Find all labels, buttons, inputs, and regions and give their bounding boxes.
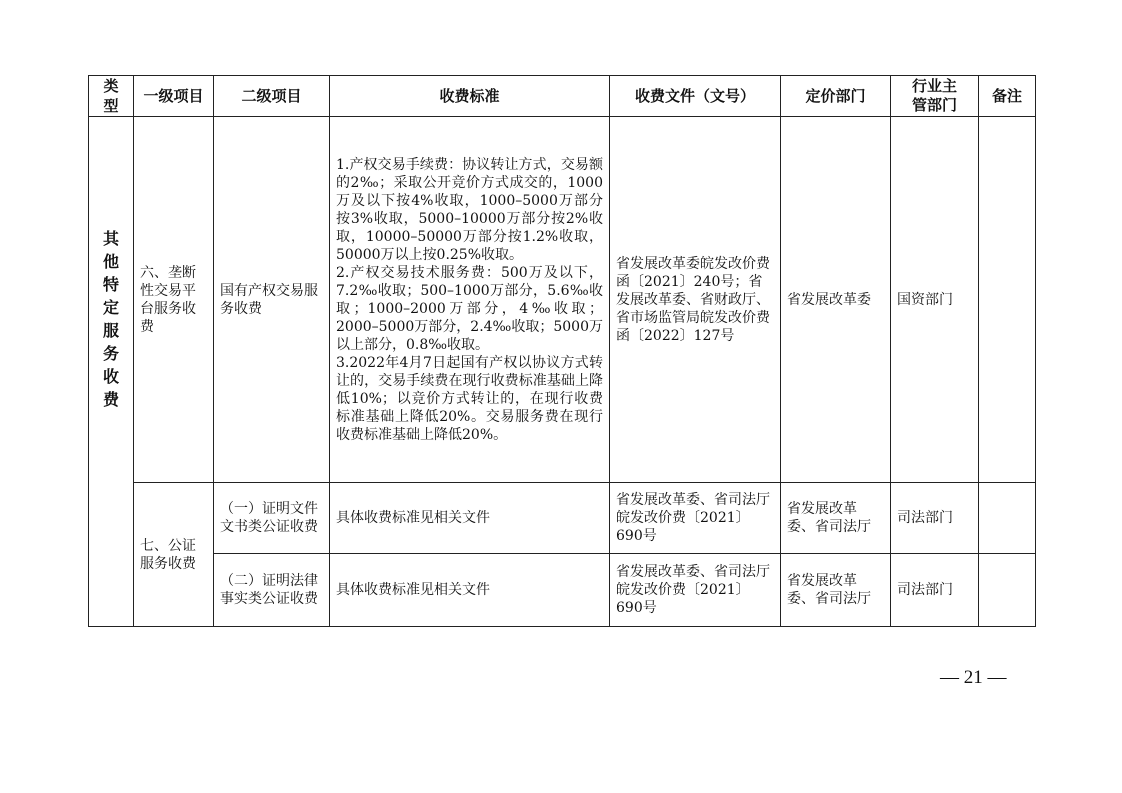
table-row bbox=[89, 117, 1036, 483]
pricing-dept-cell: 省发展改革委、省司法厅 bbox=[781, 554, 891, 627]
pricing-dept-cell: 省发展改革委、省司法厅 bbox=[781, 483, 891, 554]
standard-cell: 具体收费标准见相关文件 bbox=[330, 554, 610, 627]
header-document: 收费文件（文号） bbox=[610, 76, 781, 117]
type-cell bbox=[89, 117, 134, 627]
header-row bbox=[89, 76, 1036, 117]
header-remark: 备注 bbox=[979, 76, 1036, 117]
level2-cell: 国有产权交易服务收费 bbox=[214, 117, 330, 483]
standard-line: 3.2022年4月7日起国有产权以协议方式转让的，交易手续费在现行收费标准基础上降低10%；以竞价方式转让的，在现行收费标准基础上降低20%。交易服务费在现行收费标准基础上降低20%。 bbox=[336, 354, 603, 443]
authority-cell: 司法部门 bbox=[891, 554, 979, 627]
authority-cell: 国资部门 bbox=[891, 117, 979, 483]
fee-table bbox=[88, 75, 1036, 627]
standard-line: 2.产权交易技术服务费：500万及以下，7.2‰收取；500–1000万部分，5.6‰收取；1000–2000万部分，4‰收取；2000–5000万部分，2.4‰收取；5000万以上部分，0.8‰收取。 bbox=[336, 264, 603, 353]
remark-cell bbox=[979, 554, 1036, 627]
level2-cell: （二）证明法律事实类公证收费 bbox=[214, 554, 330, 627]
level1-cell: 六、垄断性交易平台服务收费 bbox=[134, 117, 214, 483]
table-row bbox=[89, 483, 1036, 554]
page-number: — 21 — bbox=[940, 667, 1007, 688]
level2-cell: （一）证明文件文书类公证收费 bbox=[214, 483, 330, 554]
type-label: 其他特定服务收费 bbox=[102, 229, 119, 409]
header-level2: 二级项目 bbox=[214, 76, 330, 117]
level1-cell: 七、公证服务收费 bbox=[134, 483, 214, 627]
header-standard: 收费标准 bbox=[330, 76, 610, 117]
document-cell: 省发展改革委皖发改价费函〔2021〕240号；省发展改革委、省财政厅、省市场监管局皖发改价费函〔2022〕127号 bbox=[610, 117, 781, 483]
remark-cell bbox=[979, 117, 1036, 483]
authority-cell: 司法部门 bbox=[891, 483, 979, 554]
remark-cell bbox=[979, 483, 1036, 554]
table-row bbox=[89, 554, 1036, 627]
standard-line: 1.产权交易手续费：协议转让方式，交易额的2‰；采取公开竞价方式成交的，1000万及以下按4%收取，1000–5000万部分按3%收取，5000–10000万部分按2%收取，10000–50000万部分按1.2%收取，50000万以上按0.25%收取。 bbox=[336, 156, 603, 263]
header-level1: 一级项目 bbox=[134, 76, 214, 117]
document-cell: 省发展改革委、省司法厅皖发改价费〔2021〕690号 bbox=[610, 554, 781, 627]
header-authority: 行业主管部门 bbox=[891, 76, 979, 117]
document-cell: 省发展改革委、省司法厅皖发改价费〔2021〕690号 bbox=[610, 483, 781, 554]
header-type: 类型 bbox=[89, 76, 134, 117]
standard-cell bbox=[330, 117, 610, 483]
pricing-dept-cell: 省发展改革委 bbox=[781, 117, 891, 483]
standard-cell: 具体收费标准见相关文件 bbox=[330, 483, 610, 554]
header-pricing-dept: 定价部门 bbox=[781, 76, 891, 117]
